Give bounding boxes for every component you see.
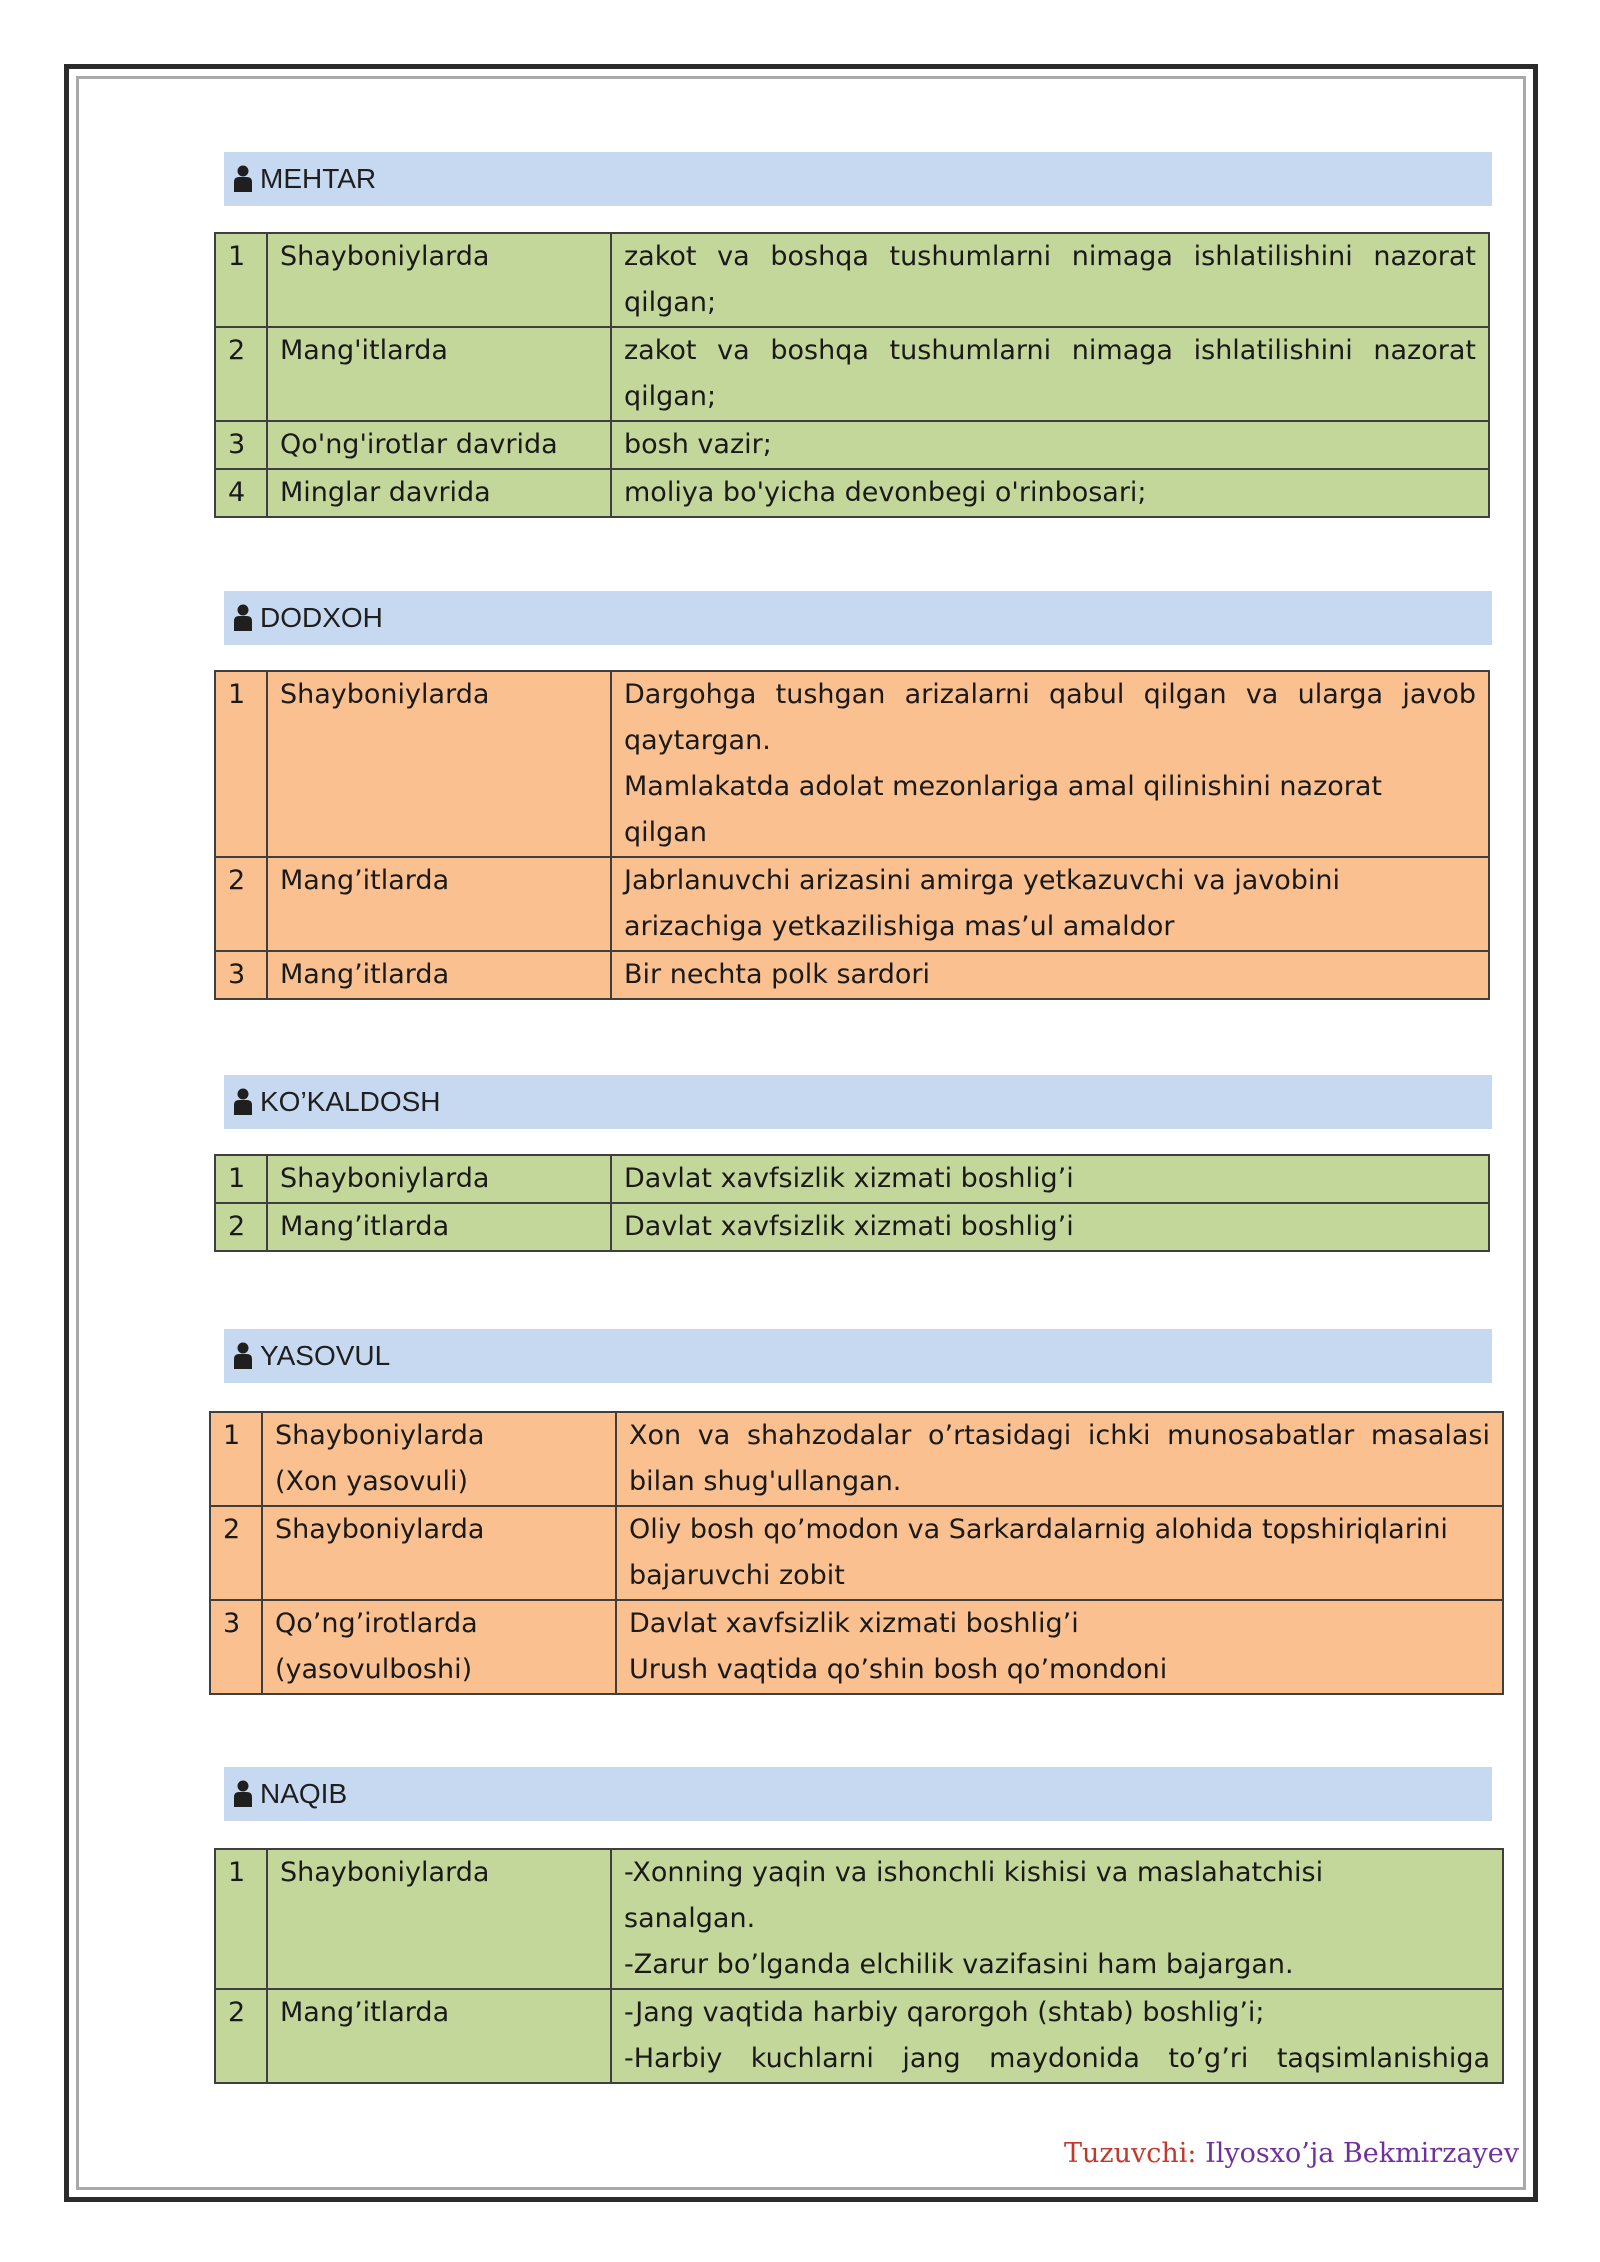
description-cell	[611, 857, 1489, 951]
section-table	[214, 670, 1490, 1000]
table-row	[215, 1849, 1503, 1989]
section-table	[214, 1848, 1504, 2084]
person-icon	[232, 1780, 256, 1808]
dynasty-cell	[267, 1203, 611, 1251]
dynasty-cell	[267, 421, 611, 469]
row-number: 2	[215, 857, 267, 951]
description-cell	[611, 671, 1489, 857]
description-cell	[611, 1849, 1503, 1989]
row-number: 3	[210, 1600, 262, 1694]
description-line: Davlat xavfsizlik xizmati boshlig’i	[624, 1163, 1074, 1194]
table-row	[215, 421, 1489, 469]
dynasty-cell	[267, 469, 611, 517]
dynasty-line: Qo’ng’irotlarda	[275, 1608, 478, 1639]
description-line: -Jang vaqtida harbiy qarorgoh (shtab) boshlig’i;	[624, 1997, 1265, 2028]
description-line: moliya bo'yicha devonbegi o'rinbosari;	[624, 477, 1147, 508]
description-line: -Xonning yaqin va ishonchli kishisi va maslahatchisi	[624, 1857, 1324, 1888]
description-line: qilgan;	[624, 287, 717, 318]
table-row	[215, 951, 1489, 999]
table-row	[215, 1155, 1489, 1203]
description-cell	[616, 1506, 1503, 1600]
table-row	[215, 671, 1489, 857]
description-cell	[611, 421, 1489, 469]
description-line: Urush vaqtida qo’shin bosh qo’mondoni	[629, 1654, 1168, 1685]
dynasty-line: Qo'ng'irotlar davrida	[280, 429, 558, 460]
description-line: qilgan	[624, 817, 707, 848]
dynasty-cell	[267, 857, 611, 951]
person-icon	[232, 1342, 256, 1370]
table-row	[210, 1506, 1503, 1600]
description-line: Bir nechta polk sardori	[624, 959, 930, 990]
dynasty-cell	[267, 1849, 611, 1989]
row-number: 1	[215, 1155, 267, 1203]
dynasty-line: Mang’itlarda	[280, 1997, 450, 2028]
table-row	[210, 1412, 1503, 1506]
author-credit	[1064, 2138, 1519, 2169]
description-line: zakot va boshqa tushumlarni nimaga ishlatilishini nazorat	[624, 241, 1476, 272]
description-line: sanalgan.	[624, 1903, 756, 1934]
dynasty-line: Minglar davrida	[280, 477, 491, 508]
author-label: Tuzuvchi:	[1064, 2138, 1197, 2169]
row-number: 1	[215, 671, 267, 857]
dynasty-cell	[267, 671, 611, 857]
dynasty-line: Shayboniylarda	[275, 1420, 485, 1451]
description-cell	[611, 1989, 1503, 2083]
section-header	[224, 1075, 1492, 1129]
description-cell	[611, 233, 1489, 327]
section-table	[214, 1154, 1490, 1252]
description-line: bajaruvchi zobit	[629, 1560, 845, 1591]
dynasty-cell	[267, 327, 611, 421]
description-line: arizachiga yetkazilishiga mas’ul amaldor	[624, 911, 1175, 942]
section-title: YASOVUL	[260, 1340, 391, 1371]
table-row	[215, 1989, 1503, 2083]
table-row	[215, 1203, 1489, 1251]
section-title: DODXOH	[260, 602, 383, 633]
description-cell	[611, 1155, 1489, 1203]
dynasty-line: (Xon yasovuli)	[275, 1466, 468, 1497]
section-table	[209, 1411, 1504, 1695]
description-line: bilan shug'ullangan.	[629, 1466, 902, 1497]
description-line: Davlat xavfsizlik xizmati boshlig’i	[629, 1608, 1079, 1639]
dynasty-cell	[267, 951, 611, 999]
description-line: Davlat xavfsizlik xizmati boshlig’i	[624, 1211, 1074, 1242]
description-line: Mamlakatda adolat mezonlariga amal qilinishini nazorat	[624, 771, 1382, 802]
section-title: MEHTAR	[260, 163, 377, 194]
description-cell	[611, 1203, 1489, 1251]
dynasty-cell	[267, 1155, 611, 1203]
dynasty-line: Mang'itlarda	[280, 335, 448, 366]
description-cell	[616, 1412, 1503, 1506]
section-header	[224, 152, 1492, 206]
description-cell	[611, 951, 1489, 999]
dynasty-cell	[267, 1989, 611, 2083]
description-line: qaytargan.	[624, 725, 771, 756]
section-table	[214, 232, 1490, 518]
dynasty-cell	[262, 1506, 616, 1600]
description-line: bosh vazir;	[624, 429, 772, 460]
row-number: 2	[210, 1506, 262, 1600]
section-header	[224, 1329, 1492, 1383]
table-row	[215, 857, 1489, 951]
table-row	[215, 233, 1489, 327]
dynasty-line: Shayboniylarda	[280, 1857, 490, 1888]
dynasty-line: Shayboniylarda	[280, 1163, 490, 1194]
dynasty-cell	[262, 1412, 616, 1506]
description-line: qilgan;	[624, 381, 717, 412]
dynasty-cell	[267, 233, 611, 327]
table-row	[215, 327, 1489, 421]
dynasty-line: Mang’itlarda	[280, 865, 450, 896]
description-line: Jabrlanuvchi arizasini amirga yetkazuvchi va javobini	[624, 865, 1341, 896]
section-header	[224, 591, 1492, 645]
dynasty-line: Shayboniylarda	[275, 1514, 485, 1545]
table-row	[210, 1600, 1503, 1694]
description-line: -Zarur bo’lganda elchilik vazifasini ham bajargan.	[624, 1949, 1294, 1980]
person-icon	[232, 604, 256, 632]
description-cell	[616, 1600, 1503, 1694]
dynasty-line: (yasovulboshi)	[275, 1654, 473, 1685]
section-header	[224, 1767, 1492, 1821]
dynasty-line: Shayboniylarda	[280, 241, 490, 272]
description-cell	[611, 327, 1489, 421]
row-number: 1	[210, 1412, 262, 1506]
person-icon	[232, 1088, 256, 1116]
table-row	[215, 469, 1489, 517]
row-number: 3	[215, 421, 267, 469]
dynasty-line: Mang’itlarda	[280, 1211, 450, 1242]
row-number: 4	[215, 469, 267, 517]
row-number: 1	[215, 233, 267, 327]
dynasty-cell	[262, 1600, 616, 1694]
description-line: Xon va shahzodalar o’rtasidagi ichki munosabatlar masalasi	[629, 1420, 1490, 1451]
row-number: 3	[215, 951, 267, 999]
description-line: Oliy bosh qo’modon va Sarkardalarnig alohida topshiriqlarini	[629, 1514, 1448, 1545]
description-line: zakot va boshqa tushumlarni nimaga ishlatilishini nazorat	[624, 335, 1476, 366]
dynasty-line: Mang’itlarda	[280, 959, 450, 990]
section-title: NAQIB	[260, 1778, 348, 1809]
description-line: -Harbiy kuchlarni jang maydonida to’g’ri taqsimlanishiga	[624, 2043, 1490, 2074]
description-line: Dargohga tushgan arizalarni qabul qilgan va ularga javob	[624, 679, 1476, 710]
section-title: KO’KALDOSH	[260, 1086, 441, 1117]
author-name: Ilyosxo’ja Bekmirzayev	[1205, 2138, 1520, 2169]
person-icon	[232, 165, 256, 193]
row-number: 1	[215, 1849, 267, 1989]
dynasty-line: Shayboniylarda	[280, 679, 490, 710]
row-number: 2	[215, 1989, 267, 2083]
row-number: 2	[215, 1203, 267, 1251]
description-cell	[611, 469, 1489, 517]
row-number: 2	[215, 327, 267, 421]
